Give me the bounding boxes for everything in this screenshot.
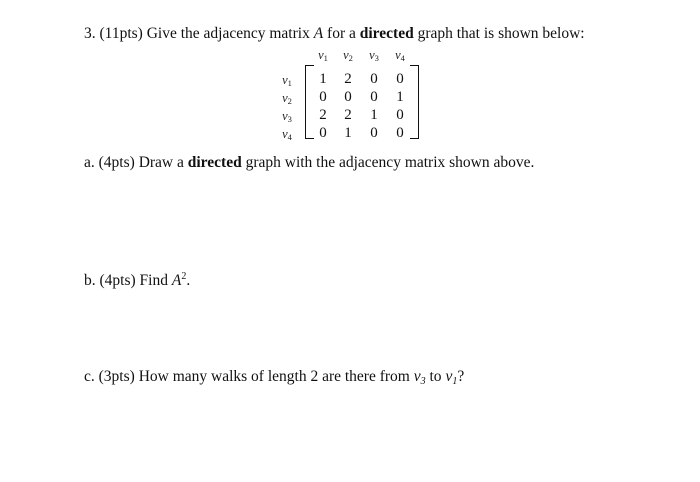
part-c-points: (3pts) <box>98 368 135 385</box>
part-c-end: ? <box>457 368 465 385</box>
part-c-from-vertex: $v_3$ <box>413 368 426 387</box>
col-label-v1: $v_1$ <box>318 48 328 63</box>
matrix-cell: 2 <box>319 107 327 123</box>
matrix-right-bracket <box>410 65 419 139</box>
part-a-label: a. <box>84 154 95 171</box>
row-label-v1: $v_1$ <box>282 73 292 88</box>
matrix-cell: 0 <box>396 71 404 87</box>
question-points: (11pts) <box>99 25 143 42</box>
col-label-v2: $v_2$ <box>343 48 353 63</box>
question-text: Give the adjacency matrix <box>146 25 310 42</box>
part-a-text-end: graph with the adjacency matrix shown above. <box>245 154 535 171</box>
part-b-end: . <box>186 272 191 289</box>
part-b-text: Find <box>139 272 168 289</box>
part-a <box>84 153 534 173</box>
question-text-for: for a <box>327 25 356 42</box>
directed-emphasis: directed <box>359 25 414 42</box>
row-label-v4: $v_4$ <box>282 127 292 142</box>
matrix-cell: 1 <box>344 125 352 141</box>
part-c-to-vertex: $v_1$ <box>445 368 458 387</box>
matrix-cell: 1 <box>396 89 404 105</box>
matrix-cell: 0 <box>396 107 404 123</box>
matrix-cell: 0 <box>370 89 378 105</box>
part-b-exponent: 2 <box>181 271 187 282</box>
part-c <box>84 367 464 387</box>
col-label-v3: $v_3$ <box>369 48 379 63</box>
matrix-symbol: A <box>313 25 324 42</box>
part-c-label: c. <box>84 368 95 385</box>
row-label-v2: $v_2$ <box>282 91 292 106</box>
matrix-cell: 0 <box>396 125 404 141</box>
matrix-cell: 1 <box>319 71 327 87</box>
part-b <box>84 271 190 291</box>
row-label-v3: $v_3$ <box>282 109 292 124</box>
matrix-cell: 0 <box>370 71 378 87</box>
part-a-text: Draw a <box>138 154 184 171</box>
part-c-to-word: to <box>429 368 442 385</box>
col-label-v4: $v_4$ <box>395 48 405 63</box>
adjacency-matrix <box>0 0 700 150</box>
part-b-label: b. <box>84 272 96 289</box>
matrix-cell: 2 <box>344 71 352 87</box>
part-a-points: (4pts) <box>98 154 135 171</box>
part-b-points: (4pts) <box>99 272 136 289</box>
matrix-cell: 1 <box>370 107 378 123</box>
part-b-symbol: A <box>171 272 182 289</box>
matrix-cell: 0 <box>319 89 327 105</box>
matrix-cell: 2 <box>344 107 352 123</box>
part-c-text: How many walks of length 2 are there from <box>138 368 410 385</box>
matrix-cell: 0 <box>370 125 378 141</box>
matrix-cell: 0 <box>319 125 327 141</box>
question-text-end: graph that is shown below: <box>417 25 585 42</box>
question-number: 3. <box>84 25 96 42</box>
part-a-emphasis: directed <box>187 154 242 171</box>
matrix-cell: 0 <box>344 89 352 105</box>
